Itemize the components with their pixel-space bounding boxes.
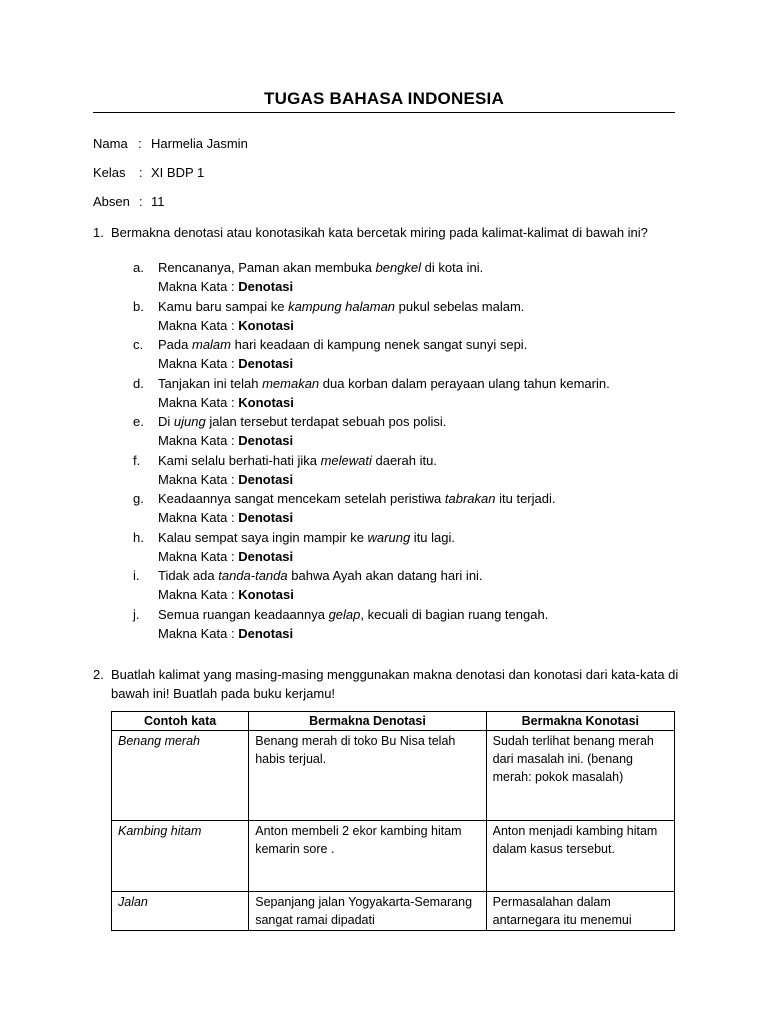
item-sentence bbox=[158, 453, 437, 468]
answer-value: Denotasi bbox=[238, 279, 294, 294]
sentence-text: pukul sebelas malam. bbox=[395, 298, 525, 314]
answer-value: Konotasi bbox=[238, 394, 294, 410]
answer-prefix: Makna Kata : bbox=[158, 548, 235, 564]
sentence-text: Rencananya, Paman akan membuka bbox=[158, 260, 376, 275]
sentence-text: , kecuali di bagian ruang tengah. bbox=[360, 606, 549, 622]
item-answer bbox=[158, 356, 293, 371]
item-letter: j. bbox=[133, 606, 140, 622]
italic-word: melewati bbox=[320, 452, 372, 468]
answer-prefix: Makna Kata : bbox=[158, 471, 235, 487]
table-cell: Jalan bbox=[112, 892, 249, 931]
item-letter: h. bbox=[133, 529, 144, 545]
item-letter: d. bbox=[133, 375, 144, 391]
answer-value: Denotasi bbox=[238, 510, 294, 525]
item-sentence bbox=[158, 337, 527, 352]
answer-value: Denotasi bbox=[238, 625, 294, 641]
table-cell: Anton membeli 2 ekor kambing hitam kemarin sore . bbox=[249, 821, 486, 892]
item-sentence bbox=[158, 260, 483, 275]
sentence-text: Kalau sempat saya ingin mampir ke bbox=[158, 529, 368, 545]
sentence-text: Tidak ada bbox=[158, 568, 219, 583]
answer-prefix: Makna Kata : bbox=[158, 394, 235, 410]
answer-prefix: Makna Kata : bbox=[158, 625, 235, 641]
answer-prefix: Makna Kata : bbox=[158, 510, 235, 525]
question-number: 2. bbox=[93, 667, 104, 682]
sentence-text: Semua ruangan keadaannya bbox=[158, 606, 329, 622]
title-divider bbox=[93, 112, 675, 113]
info-label: Nama bbox=[93, 136, 128, 151]
sentence-text: Pada bbox=[158, 337, 192, 352]
info-value: XI BDP 1 bbox=[151, 165, 205, 180]
item-letter: f. bbox=[133, 452, 141, 468]
info-value: 11 bbox=[151, 194, 165, 209]
answer-prefix: Makna Kata : bbox=[158, 433, 235, 448]
answer-prefix: Makna Kata : bbox=[158, 317, 235, 333]
item-sentence bbox=[158, 376, 610, 391]
answer-value: Denotasi bbox=[238, 356, 294, 371]
italic-word: gelap bbox=[328, 606, 361, 622]
item-sentence bbox=[158, 299, 524, 314]
question-text: Bermakna denotasi atau konotasikah kata bercetak miring pada kalimat-kalimat di bawah ini? bbox=[111, 225, 648, 240]
answer-value: Denotasi bbox=[238, 471, 294, 487]
item-letter: a. bbox=[133, 260, 144, 275]
italic-word: memakan bbox=[262, 375, 320, 391]
info-colon: : bbox=[138, 136, 142, 151]
question-1 bbox=[93, 223, 683, 263]
item-answer bbox=[158, 549, 293, 564]
italic-word: ujung bbox=[173, 414, 206, 429]
table-cell: Kambing hitam bbox=[112, 821, 249, 892]
item-sentence bbox=[158, 607, 548, 622]
table-cell: Benang merah di toko Bu Nisa telah habis terjual. bbox=[249, 731, 486, 821]
sentence-text: Kami selalu berhati-hati jika bbox=[158, 452, 321, 468]
item-sentence bbox=[158, 414, 446, 429]
sentence-text: itu terjadi. bbox=[495, 491, 556, 506]
item-letter: e. bbox=[133, 414, 144, 429]
item-answer bbox=[158, 587, 294, 602]
info-colon: : bbox=[139, 194, 143, 209]
item-answer bbox=[158, 472, 293, 487]
sentence-text: itu lagi. bbox=[410, 529, 455, 545]
table-header: Bermakna Denotasi bbox=[249, 712, 486, 731]
italic-word: warung bbox=[367, 529, 411, 545]
item-answer bbox=[158, 318, 294, 333]
table-cell: Permasalahan dalam antarnegara itu menemui bbox=[486, 892, 674, 931]
info-nama bbox=[93, 136, 128, 151]
italic-word: tanda-tanda bbox=[218, 568, 288, 583]
table-cell: Sudah terlihat benang merah dari masalah ini. (benang merah: pokok masalah) bbox=[486, 731, 674, 821]
info-absen bbox=[93, 194, 130, 209]
answer-value: Denotasi bbox=[238, 548, 294, 564]
word-table bbox=[111, 711, 675, 931]
table-row bbox=[112, 892, 675, 931]
table-cell: Sepanjang jalan Yogyakarta-Semarang sangat ramai dipadati bbox=[249, 892, 486, 931]
answer-prefix: Makna Kata : bbox=[158, 587, 235, 602]
table-header-row bbox=[112, 712, 675, 731]
answer-value: Denotasi bbox=[238, 433, 294, 448]
item-sentence bbox=[158, 568, 483, 583]
italic-word: malam bbox=[191, 337, 231, 352]
italic-word: bengkel bbox=[375, 260, 422, 275]
info-kelas bbox=[93, 165, 126, 180]
item-answer bbox=[158, 510, 293, 525]
table-header: Contoh kata bbox=[112, 712, 249, 731]
sentence-text: Kamu baru sampai ke bbox=[158, 298, 289, 314]
sentence-text: bahwa Ayah akan datang hari ini. bbox=[287, 568, 483, 583]
item-sentence bbox=[158, 491, 555, 506]
info-colon: : bbox=[139, 165, 143, 180]
item-letter: i. bbox=[133, 568, 140, 583]
question-number: 1. bbox=[93, 225, 104, 240]
question-2 bbox=[93, 665, 683, 705]
item-letter: g. bbox=[133, 491, 144, 506]
table-row bbox=[112, 731, 675, 821]
table-cell: Benang merah bbox=[112, 731, 249, 821]
sentence-text: daerah itu. bbox=[371, 452, 437, 468]
question-text: Buatlah kalimat yang masing-masing menggunakan makna denotasi dan konotasi dari kata-kata di bawah ini! Buatlah pada buku kerjamu! bbox=[111, 667, 679, 701]
sentence-text: jalan tersebut terdapat sebuah pos polisi. bbox=[205, 414, 447, 429]
sentence-text: dua korban dalam perayaan ulang tahun kemarin. bbox=[319, 375, 610, 391]
table-header: Bermakna Konotasi bbox=[486, 712, 674, 731]
sentence-text: Keadaannya sangat mencekam setelah peristiwa bbox=[158, 491, 445, 506]
info-label: Absen bbox=[93, 194, 130, 209]
italic-word: kampung halaman bbox=[288, 298, 396, 314]
italic-word: tabrakan bbox=[444, 491, 496, 506]
document-title: TUGAS BAHASA INDONESIA bbox=[264, 89, 504, 108]
item-answer bbox=[158, 395, 294, 410]
answer-value: Konotasi bbox=[238, 587, 294, 602]
item-letter: c. bbox=[133, 337, 144, 352]
item-answer bbox=[158, 433, 293, 448]
answer-value: Konotasi bbox=[238, 317, 294, 333]
item-answer bbox=[158, 626, 293, 641]
item-sentence bbox=[158, 530, 455, 545]
info-label: Kelas bbox=[93, 165, 126, 180]
item-letter: b. bbox=[133, 298, 144, 314]
sentence-text: hari keadaan di kampung nenek sangat sunyi sepi. bbox=[231, 337, 528, 352]
sentence-text: Tanjakan ini telah bbox=[158, 375, 263, 391]
table-cell: Anton menjadi kambing hitam dalam kasus tersebut. bbox=[486, 821, 674, 892]
sentence-text: di kota ini. bbox=[421, 260, 484, 275]
table-row bbox=[112, 821, 675, 892]
answer-prefix: Makna Kata : bbox=[158, 279, 235, 294]
info-value: Harmelia Jasmin bbox=[151, 136, 248, 151]
sentence-text: Di bbox=[158, 414, 174, 429]
item-answer bbox=[158, 279, 293, 294]
answer-prefix: Makna Kata : bbox=[158, 356, 235, 371]
